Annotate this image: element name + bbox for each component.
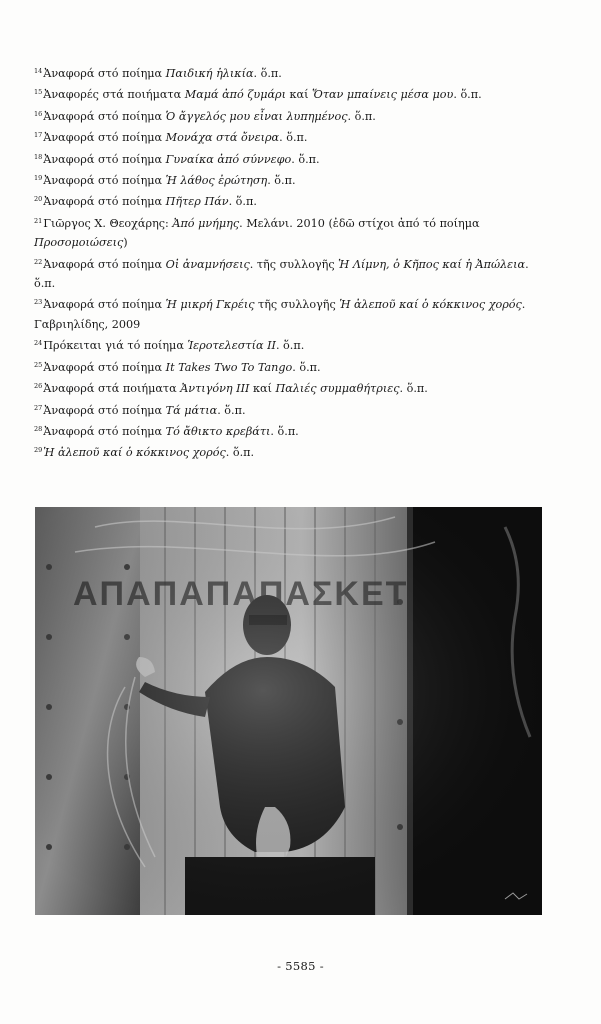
footnote-14: $^{14}$Ἀναφορά στό ποίημα Παιδική ἡλικία. ὅ.π. — [34, 67, 282, 80]
photograph-figure-behind-glass — [35, 507, 542, 915]
footnote-22: $^{22}$Ἀναφορά στό ποίημα Οἱ ἀναμνήσεις. τῆς συλλογῆς Ἡ Λίμνη, ὁ Κῆπος καί ἡ Ἀπώλεια. ὅ.π. — [34, 257, 529, 291]
footnote-24: $^{24}$Πρόκειται γιά τό ποίημα Ἱεροτελεστία ΙΙ. ὅ.π. — [34, 339, 305, 353]
footnote-28: $^{28}$Ἀναφορά στό ποίημα Τό ἄθικτο κρεβάτι. ὅ.π. — [34, 424, 299, 438]
page-number: - 5585 - — [277, 959, 324, 973]
footnote-26: $^{26}$Ἀναφορά στά ποιήματα Ἀντιγόνη ΙΙΙ καί Παλιές συμμαθήτριες. ὅ.π. — [34, 382, 428, 396]
footnote-29: $^{29}$Ἡ ἀλεποῦ καί ὁ κόκκινος χορός. ὅ.π. — [34, 446, 255, 460]
footnote-17: $^{17}$Ἀναφορά στό ποίημα Μονάχα στά ὄνειρα. ὅ.π. — [34, 131, 308, 145]
footnote-27: $^{27}$Ἀναφορά στό ποίημα Τά μάτια. ὅ.π. — [34, 403, 246, 417]
photograph-illustration — [35, 507, 542, 915]
footnote-19: $^{19}$Ἀναφορά στό ποίημα Ἡ λάθος ἐρώτηση. ὅ.π. — [34, 174, 296, 188]
footnote-20: $^{20}$Ἀναφορά στό ποίημα Πῆτερ Πάν. ὅ.π. — [34, 195, 257, 209]
footnote-16: $^{16}$Ἀναφορά στό ποίημα Ὁ ἄγγελός μου εἶναι λυπημένος. ὅ.π. — [34, 109, 376, 123]
footnotes-list — [34, 62, 544, 463]
footnote-23: $^{23}$Ἀναφορά στό ποίημα Ἡ μικρή Γκρέις τῆς συλλογῆς Ἡ ἀλεποῦ καί ὁ κόκκινος χορός. Γαβριηλίδης, 2009 — [34, 298, 526, 331]
footnote-15: $^{15}$Ἀναφορές στά ποιήματα Μαμά ἀπό ζυμάρι καί Ὅταν μπαίνεις μέσα μου. ὅ.π. — [34, 88, 482, 102]
footnote-21: $^{21}$Γιῶργος Χ. Θεοχάρης: Ἀπό μνήμης. Μελάνι. 2010 (ἐδῶ στίχοι ἀπό τό ποίημα Προσομοιώσεις) — [34, 216, 480, 250]
footnote-25: $^{25}$Ἀναφορά στό ποίημα It Takes Two To Tango. ὅ.π. — [34, 360, 321, 374]
footnote-18: $^{18}$Ἀναφορά στό ποίημα Γυναίκα ἀπό σύννεφο. ὅ.π. — [34, 152, 320, 166]
